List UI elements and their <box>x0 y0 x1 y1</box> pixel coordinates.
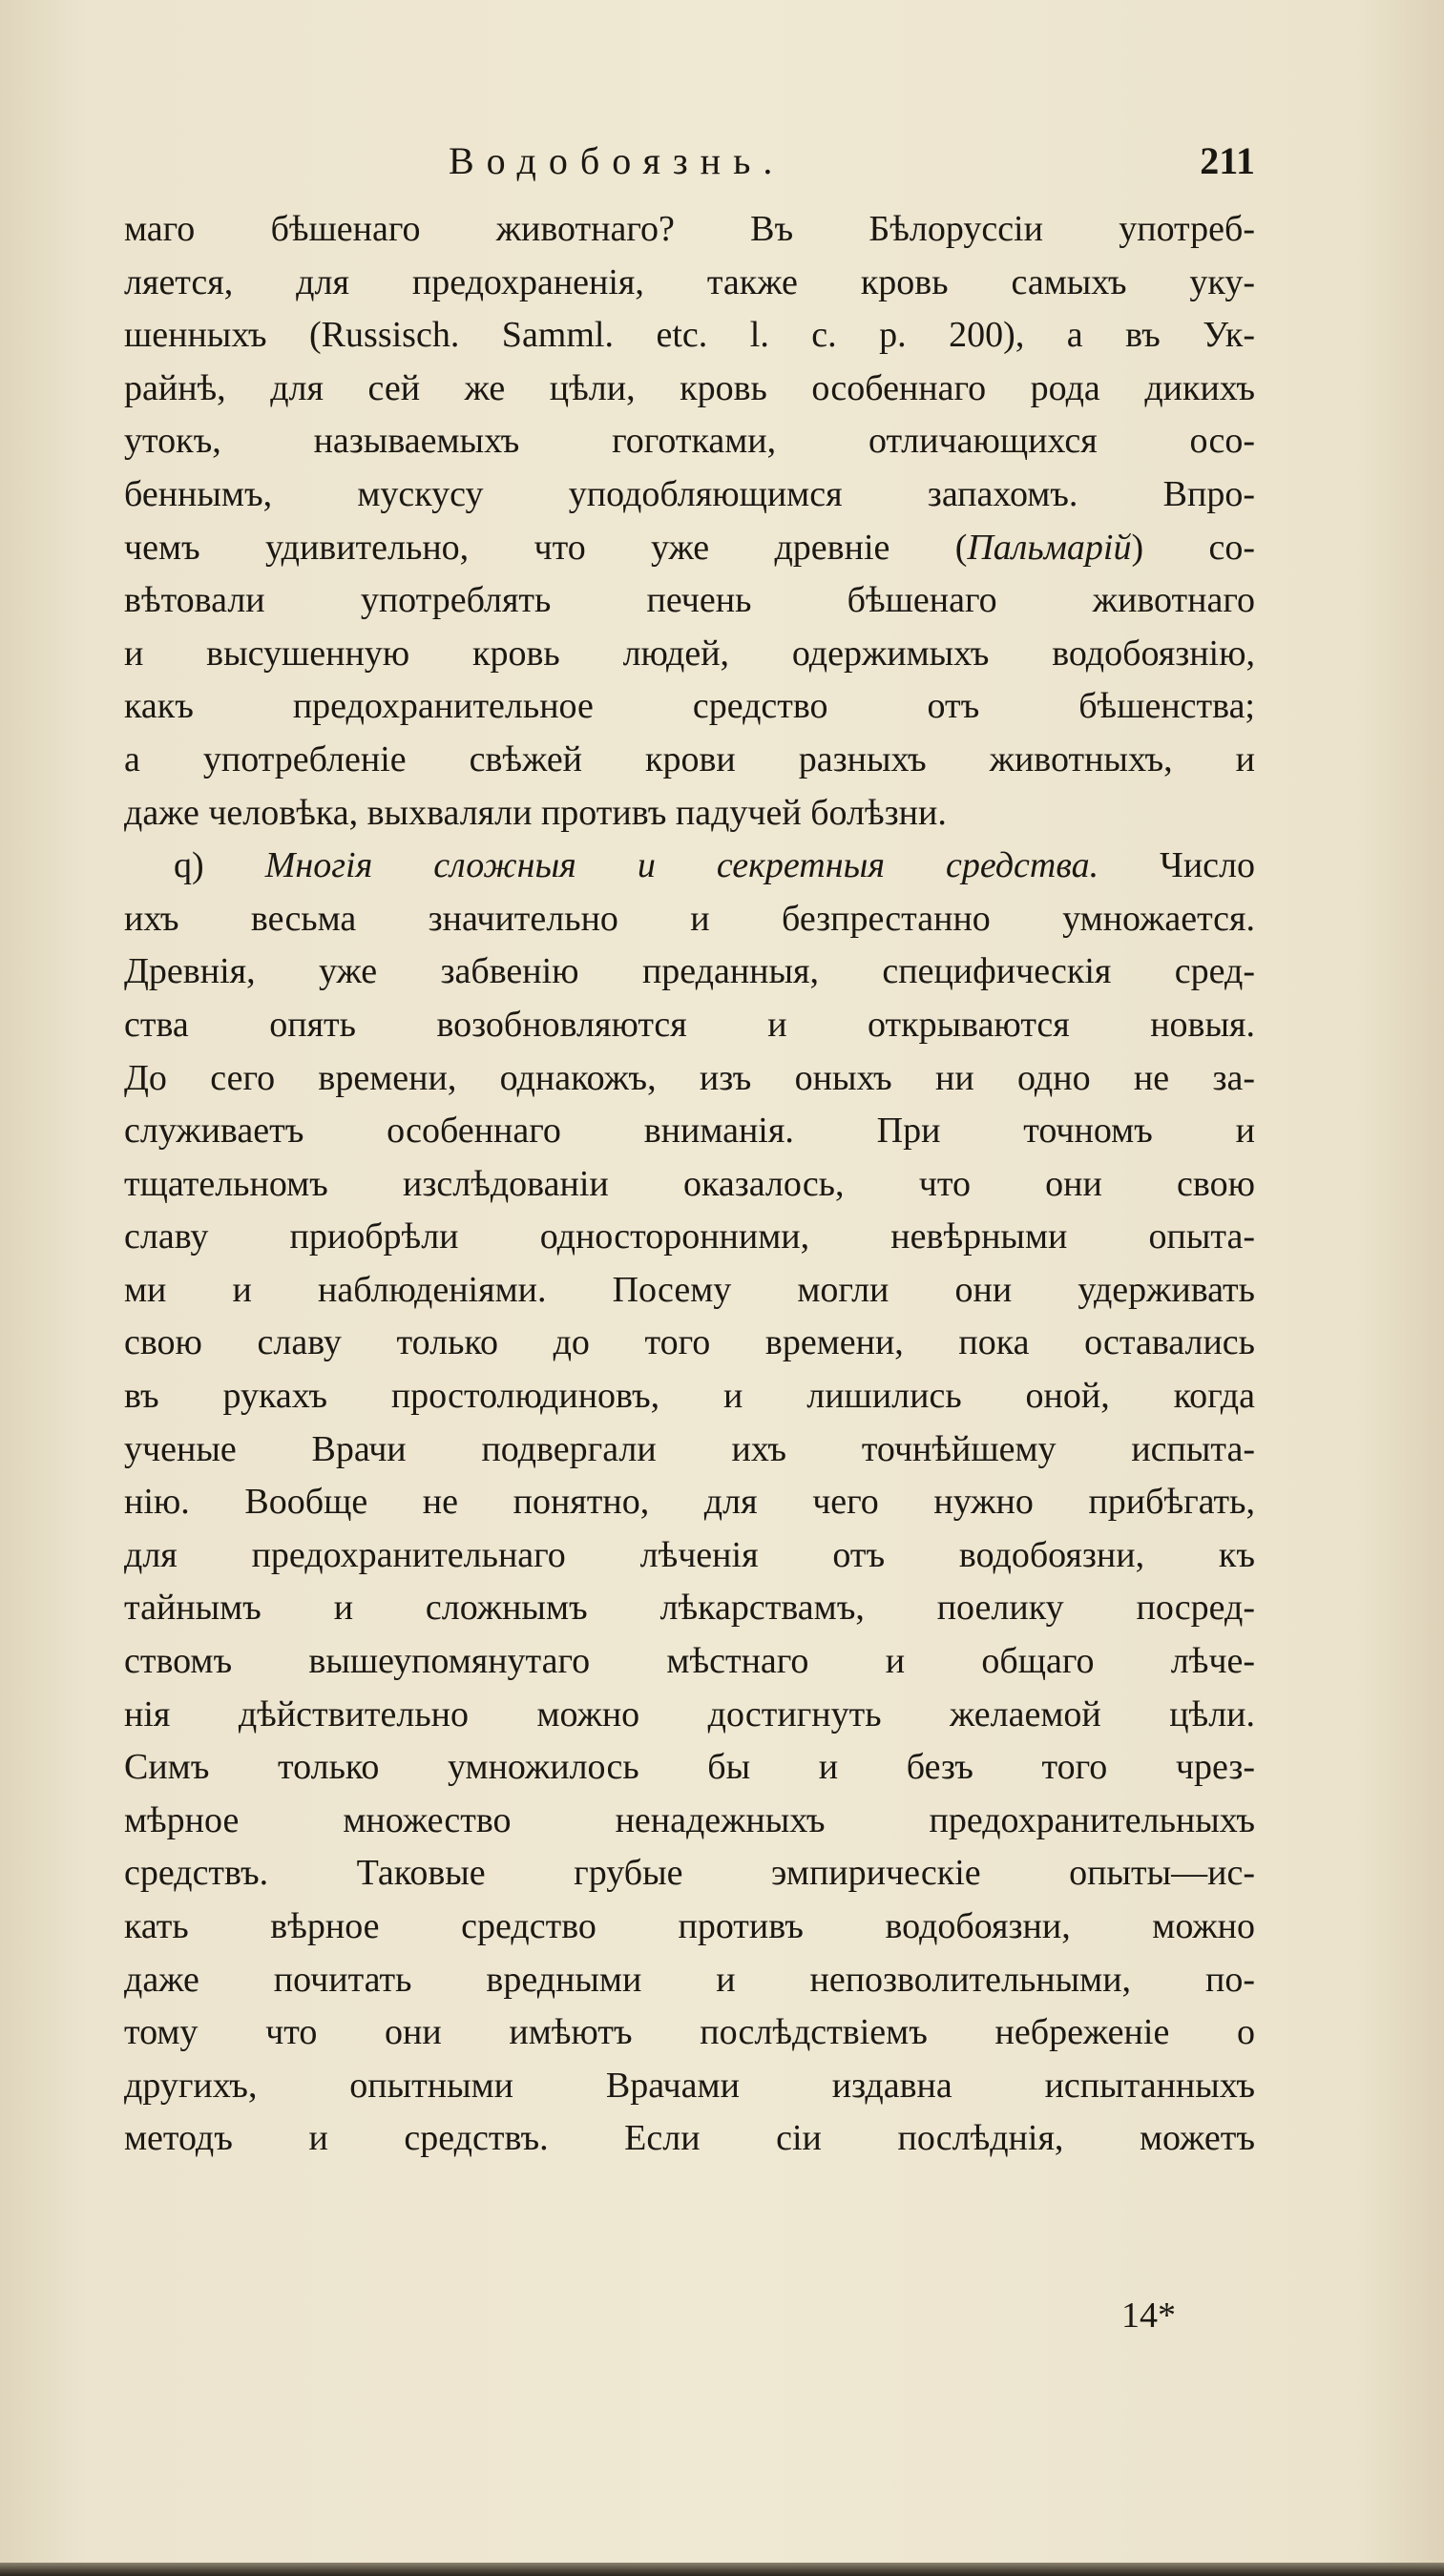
signature-mark: 14* <box>1121 2296 1176 2336</box>
text-line: шенныхъ (Russisch. Samml. etc. l. c. p. 200), а въ Ук- <box>124 315 1255 356</box>
page-number: 211 <box>1200 139 1255 182</box>
text-line: ствомъ вышеупомянутаго мѣстнаго и общаго лѣче- <box>124 1641 1255 1682</box>
text-line: утокъ, называемыхъ гоготками, отличающихся осо- <box>124 421 1255 462</box>
text-line: даже человѣка, выхваляли противъ падучей болѣзни. <box>124 792 947 833</box>
text-line: методъ и средствъ. Если сіи послѣднія, можетъ <box>124 2118 1255 2159</box>
text-line: ихъ весьма значительно и безпрестанно умножается. <box>124 898 1255 939</box>
text-line: другихъ, опытными Врачами издавна испытанныхъ <box>124 2065 1255 2106</box>
text-line: тайнымъ и сложнымъ лѣкарствамъ, поелику посред- <box>124 1588 1255 1629</box>
text-line: вѣтовали употреблять печень бѣшенаго животнаго <box>124 580 1255 621</box>
text-line: Симъ только умножилось бы и безъ того чрез- <box>124 1747 1255 1788</box>
text-line: райнѣ, для сей же цѣли, кровь особеннаго рода дикихъ <box>124 367 1255 408</box>
text-line: свою славу только до того времени, пока оставались <box>124 1322 1255 1363</box>
text-line: нію. Вообще не понятно, для чего нужно прибѣгать, <box>124 1482 1255 1523</box>
text-line: нія дѣйствительно можно достигнуть желаемой цѣли. <box>124 1693 1255 1735</box>
text-line: маго бѣшенаго животнаго? Въ Бѣлоруссіи употреб- <box>124 209 1255 249</box>
text-line: ляется, для предохраненія, также кровь самыхъ уку- <box>124 261 1255 302</box>
text-line: тому что они имѣютъ послѣдствіемъ небреженіе о <box>124 2012 1255 2053</box>
text-line: славу приобрѣли односторонними, невѣрными опыта- <box>124 1216 1255 1257</box>
text-line: ства опять возобновляются и открываются новыя. <box>124 1004 1255 1045</box>
text-line: кать вѣрное средство противъ водобоязни, можно <box>124 1906 1255 1946</box>
text-line: тщательномъ изслѣдованіи оказалось, что они свою <box>124 1163 1255 1204</box>
text-line: въ рукахъ простолюдиновъ, и лишились оной, когда <box>124 1376 1255 1417</box>
text-line-with-italic <box>124 522 1255 575</box>
section-heading-line <box>124 840 1255 893</box>
text-line: служиваетъ особеннаго вниманія. При точномъ и <box>124 1111 1255 1152</box>
text-line: мѣрное множество ненадежныхъ предохранительныхъ <box>124 1799 1255 1840</box>
text-fragment: ) со- <box>1131 527 1255 568</box>
text-line: и высушенную кровь людей, одержимыхъ водобоязнію, <box>124 633 1255 674</box>
body-text <box>124 203 1255 2166</box>
text-line: средствъ. Таковые грубые эмпирическіе опыты—ис- <box>124 1853 1255 1894</box>
section-letter: q) <box>174 845 265 886</box>
text-line: ученые Врачи подвергали ихъ точнѣйшему испыта- <box>124 1428 1255 1469</box>
text-line: а употребленіе свѣжей крови разныхъ животныхъ, и <box>124 738 1255 779</box>
page-header <box>124 138 1255 196</box>
text-fragment: чемъ удивительно, что уже древніе ( <box>124 527 968 568</box>
text-fragment: Число <box>1099 845 1255 886</box>
text-line: для предохранительнаго лѣченія отъ водобоязни, къ <box>124 1534 1255 1575</box>
text-line: До сего времени, однакожъ, изъ оныхъ ни одно не за- <box>124 1057 1255 1098</box>
text-line: Древнія, уже забвенію преданныя, специфическія сред- <box>124 951 1255 992</box>
running-title: Водобоязнь. <box>449 139 785 182</box>
text-line: беннымъ, мускусу уподобляющимся запахомъ. Впро- <box>124 473 1255 514</box>
text-line: какъ предохранительное средство отъ бѣшенства; <box>124 686 1255 727</box>
text-line: даже почитать вредными и непозволительными, по- <box>124 1959 1255 2000</box>
page-bottom-edge <box>0 2563 1444 2576</box>
italic-name-palmarius: Пальмарій <box>967 527 1132 568</box>
text-line: ми и наблюденіями. Посему могли они удерживать <box>124 1269 1255 1310</box>
section-heading-italic: Многія сложныя и секретныя средства. <box>264 845 1099 886</box>
